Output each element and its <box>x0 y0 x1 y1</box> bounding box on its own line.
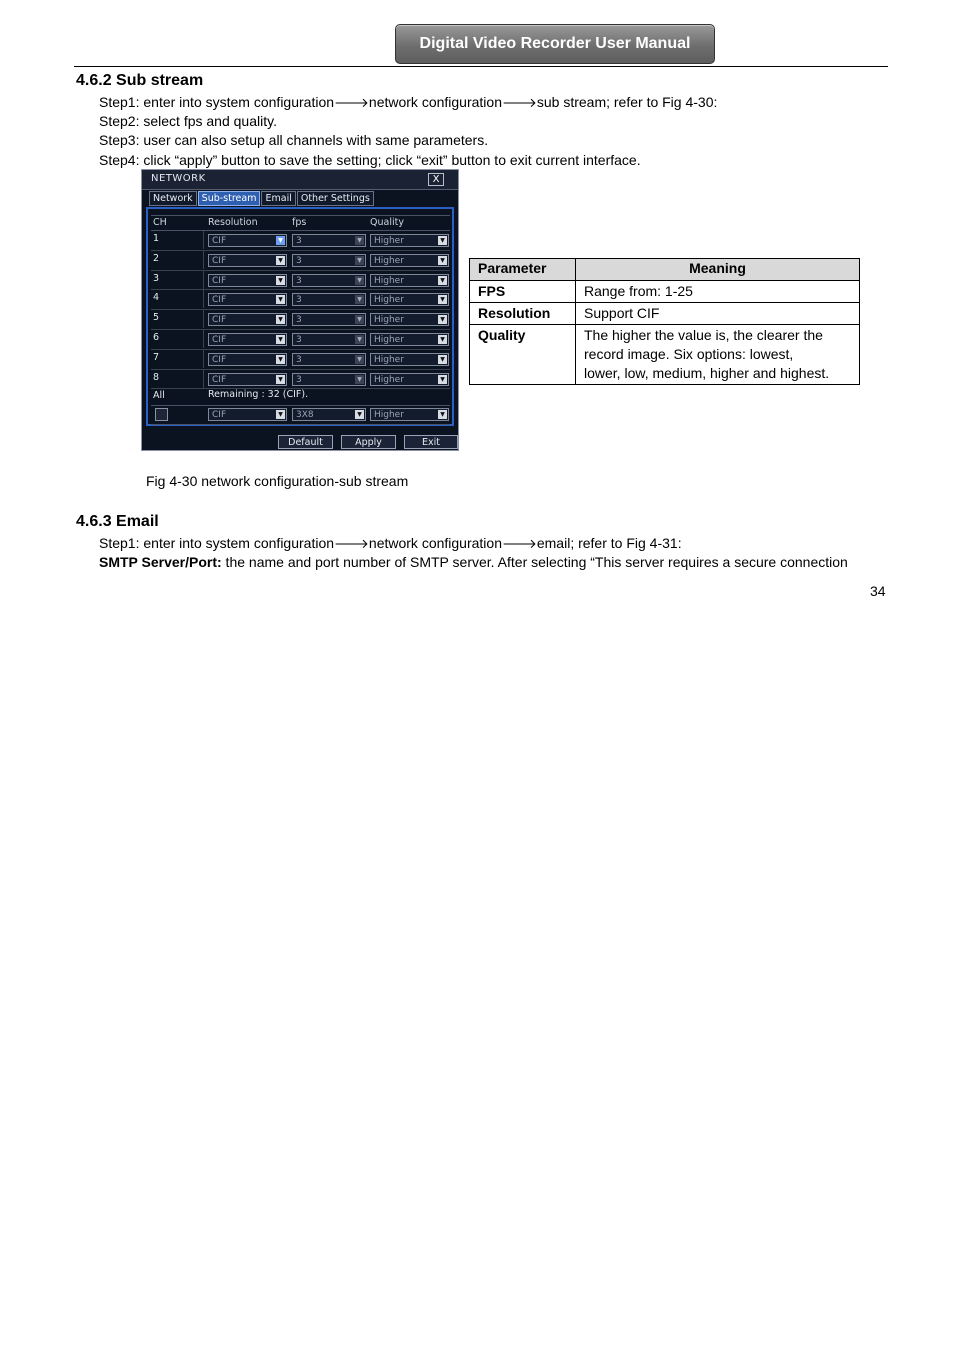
channel-number: 3 <box>153 272 160 284</box>
fps-value: 3 <box>296 374 302 385</box>
step3-paragraph: Step3: user can also setup all channels with same parameters. <box>99 132 489 148</box>
tab-network[interactable]: Network <box>149 191 197 206</box>
channel-row <box>151 350 450 370</box>
meaning-cell: Support CIF <box>576 303 860 325</box>
header-parameter: Parameter <box>470 259 576 281</box>
resolution-select[interactable] <box>208 353 287 366</box>
fps-value: 3 <box>296 354 302 365</box>
fps-value: 3 <box>296 255 302 266</box>
resolution-value: CIF <box>212 315 227 326</box>
fps-select[interactable] <box>292 274 366 287</box>
all-resolution-value: CIF <box>212 410 227 420</box>
fps-select[interactable] <box>292 353 366 366</box>
section-heading-email: 4.6.3 Email <box>76 513 159 530</box>
resolution-select[interactable] <box>208 333 287 346</box>
step1-part3: sub stream; refer to Fig 4-30: <box>536 94 718 110</box>
all-checkbox[interactable] <box>155 408 168 421</box>
fps-value: 3 <box>296 334 302 345</box>
quality-value: Higher <box>374 354 404 365</box>
channel-number: 4 <box>153 292 160 304</box>
chevron-down-icon: ▼ <box>355 410 364 419</box>
step2-paragraph: Step2: select fps and quality. <box>99 113 277 129</box>
chevron-down-icon: ▼ <box>355 315 364 324</box>
smtp-paragraph <box>99 554 886 570</box>
quality-select[interactable] <box>370 373 449 386</box>
channel-number: 5 <box>153 312 160 324</box>
resolution-select[interactable] <box>208 274 287 287</box>
arrow-icon: 🡒 <box>501 96 537 111</box>
chevron-down-icon: ▼ <box>276 335 285 344</box>
chevron-down-icon: ▼ <box>438 295 447 304</box>
quality-select[interactable] <box>370 313 449 326</box>
all-fps-value: 3X8 <box>296 410 314 420</box>
chevron-down-icon: ▼ <box>438 256 447 265</box>
remaining-text: Remaining : 32 (CIF). <box>208 389 309 400</box>
chevron-down-icon: ▼ <box>355 295 364 304</box>
tab-other-settings[interactable]: Other Settings <box>297 191 374 206</box>
channel-grid <box>151 215 450 389</box>
arrow-icon: 🡒 <box>501 537 537 552</box>
chevron-down-icon: ▼ <box>438 410 447 419</box>
resolution-select[interactable] <box>208 293 287 306</box>
resolution-value: CIF <box>212 255 227 266</box>
network-dialog <box>141 169 459 451</box>
column-resolution: Resolution <box>208 217 258 228</box>
param-cell: Resolution <box>470 303 576 325</box>
meaning-cell: Range from: 1-25 <box>576 281 860 303</box>
all-resolution-select[interactable] <box>208 408 287 421</box>
resolution-value: CIF <box>212 295 227 306</box>
resolution-value: CIF <box>212 275 227 286</box>
quality-value: Higher <box>374 334 404 345</box>
section-heading-sub-stream: 4.6.2 Sub stream <box>76 72 204 89</box>
table-row <box>470 281 860 303</box>
all-label: All <box>153 390 165 401</box>
fps-value: 3 <box>296 275 302 286</box>
fps-select[interactable] <box>292 293 366 306</box>
chevron-down-icon: ▼ <box>355 355 364 364</box>
channel-number-cell <box>151 271 204 289</box>
channel-row <box>151 330 450 350</box>
channel-number-cell <box>151 350 204 368</box>
email-step1-part1: Step1: enter into system configuration <box>99 535 335 551</box>
column-quality: Quality <box>370 217 404 228</box>
resolution-select[interactable] <box>208 313 287 326</box>
param-cell: Quality <box>470 325 576 385</box>
step1-paragraph <box>99 94 717 111</box>
quality-select[interactable] <box>370 254 449 267</box>
step1-part2: network configuration <box>368 94 502 110</box>
step4-paragraph: Step4: click “apply” button to save the setting; click “exit” button to exit current interface. <box>99 152 641 168</box>
fps-select[interactable] <box>292 313 366 326</box>
table-header-row <box>470 259 860 281</box>
grid-rows <box>151 231 450 389</box>
resolution-select[interactable] <box>208 254 287 267</box>
channel-number-cell <box>151 290 204 308</box>
resolution-value: CIF <box>212 374 227 385</box>
tab-sub-stream[interactable]: Sub-stream <box>198 191 261 206</box>
channel-row <box>151 251 450 271</box>
channel-row <box>151 290 450 310</box>
channel-number-cell <box>151 310 204 328</box>
param-cell: FPS <box>470 281 576 303</box>
table-row <box>470 325 860 385</box>
close-icon[interactable]: X <box>428 173 444 186</box>
chevron-down-icon: ▼ <box>276 355 285 364</box>
parameter-table <box>469 258 860 385</box>
chevron-down-icon: ▼ <box>276 295 285 304</box>
chevron-down-icon: ▼ <box>438 375 447 384</box>
chevron-down-icon: ▼ <box>438 355 447 364</box>
chevron-down-icon: ▼ <box>438 236 447 245</box>
quality-select[interactable] <box>370 293 449 306</box>
chevron-down-icon: ▼ <box>276 236 285 245</box>
channel-row <box>151 271 450 291</box>
chevron-down-icon: ▼ <box>355 256 364 265</box>
quality-select[interactable] <box>370 274 449 287</box>
default-button[interactable]: Default <box>278 435 333 449</box>
channel-number-cell <box>151 370 204 388</box>
fps-select[interactable] <box>292 234 366 247</box>
all-quality-value: Higher <box>374 410 404 420</box>
dialog-tabs <box>149 191 375 206</box>
meaning-line: The higher the value is, the clearer the <box>584 327 823 343</box>
quality-value: Higher <box>374 275 404 286</box>
sub-stream-panel <box>146 207 454 426</box>
chevron-down-icon: ▼ <box>276 315 285 324</box>
chevron-down-icon: ▼ <box>276 375 285 384</box>
dialog-title: NETWORK <box>151 173 206 184</box>
chevron-down-icon: ▼ <box>276 410 285 419</box>
chevron-down-icon: ▼ <box>355 276 364 285</box>
fps-select[interactable] <box>292 333 366 346</box>
email-step1-part2: network configuration <box>368 535 502 551</box>
page-number: 34 <box>870 583 886 599</box>
quality-select[interactable] <box>370 353 449 366</box>
chevron-down-icon: ▼ <box>438 315 447 324</box>
quality-value: Higher <box>374 315 404 326</box>
resolution-select[interactable] <box>208 373 287 386</box>
fps-select[interactable] <box>292 254 366 267</box>
fps-value: 3 <box>296 315 302 326</box>
header-rule <box>74 66 888 67</box>
channel-number-cell <box>151 231 204 249</box>
fps-value: 3 <box>296 236 302 246</box>
channel-row <box>151 370 450 390</box>
resolution-value: CIF <box>212 334 227 345</box>
smtp-label: SMTP Server/Port: <box>99 554 222 570</box>
fps-value: 3 <box>296 295 302 306</box>
grid-header <box>151 215 450 231</box>
email-step1-paragraph <box>99 535 682 552</box>
channel-row <box>151 231 450 251</box>
chevron-down-icon: ▼ <box>438 276 447 285</box>
channel-row <box>151 310 450 330</box>
smtp-text: the name and port number of SMTP server. After selecting “This server requires a secure connection <box>221 554 848 570</box>
column-fps: fps <box>292 217 307 228</box>
channel-number: 8 <box>153 371 160 383</box>
meaning-cell <box>576 325 860 385</box>
quality-select[interactable] <box>370 333 449 346</box>
chevron-down-icon: ▼ <box>355 236 364 245</box>
channel-number: 7 <box>153 351 160 363</box>
channel-number: 1 <box>153 233 160 244</box>
arrow-icon: 🡒 <box>334 96 369 111</box>
channel-number: 2 <box>153 252 160 264</box>
chevron-down-icon: ▼ <box>276 276 285 285</box>
quality-value: Higher <box>374 374 404 385</box>
resolution-value: CIF <box>212 354 227 365</box>
dialog-title-bar <box>142 170 458 190</box>
apply-button[interactable]: Apply <box>341 435 396 449</box>
resolution-select[interactable] <box>208 234 287 247</box>
step1-part1: Step1: enter into system configuration <box>99 94 335 110</box>
email-step1-part3: email; refer to Fig 4-31: <box>536 535 682 551</box>
all-channels-row <box>151 405 450 425</box>
chevron-down-icon: ▼ <box>355 375 364 384</box>
chevron-down-icon: ▼ <box>438 335 447 344</box>
tab-email[interactable]: Email <box>261 191 295 206</box>
arrow-icon: 🡒 <box>334 537 369 552</box>
chevron-down-icon: ▼ <box>355 335 364 344</box>
exit-button[interactable]: Exit <box>404 435 458 449</box>
channel-number-cell <box>151 251 204 269</box>
quality-value: Higher <box>374 255 404 266</box>
quality-value: Higher <box>374 295 404 306</box>
channel-number: 6 <box>153 331 160 343</box>
all-quality-select[interactable] <box>370 408 449 421</box>
fps-select[interactable] <box>292 373 366 386</box>
resolution-value: CIF <box>212 236 227 246</box>
meaning-line: record image. Six options: lowest, <box>584 346 794 362</box>
meaning-line: lower, low, medium, higher and highest. <box>584 365 830 381</box>
chevron-down-icon: ▼ <box>276 256 285 265</box>
header-meaning: Meaning <box>576 259 860 281</box>
quality-value: Higher <box>374 236 404 246</box>
quality-select[interactable] <box>370 234 449 247</box>
channel-number-cell <box>151 330 204 348</box>
figure-caption: Fig 4-30 network configuration-sub stream <box>146 473 409 489</box>
table-row <box>470 303 860 325</box>
manual-title-badge: Digital Video Recorder User Manual <box>395 24 715 64</box>
all-fps-select[interactable] <box>292 408 366 421</box>
column-ch: CH <box>153 217 167 228</box>
